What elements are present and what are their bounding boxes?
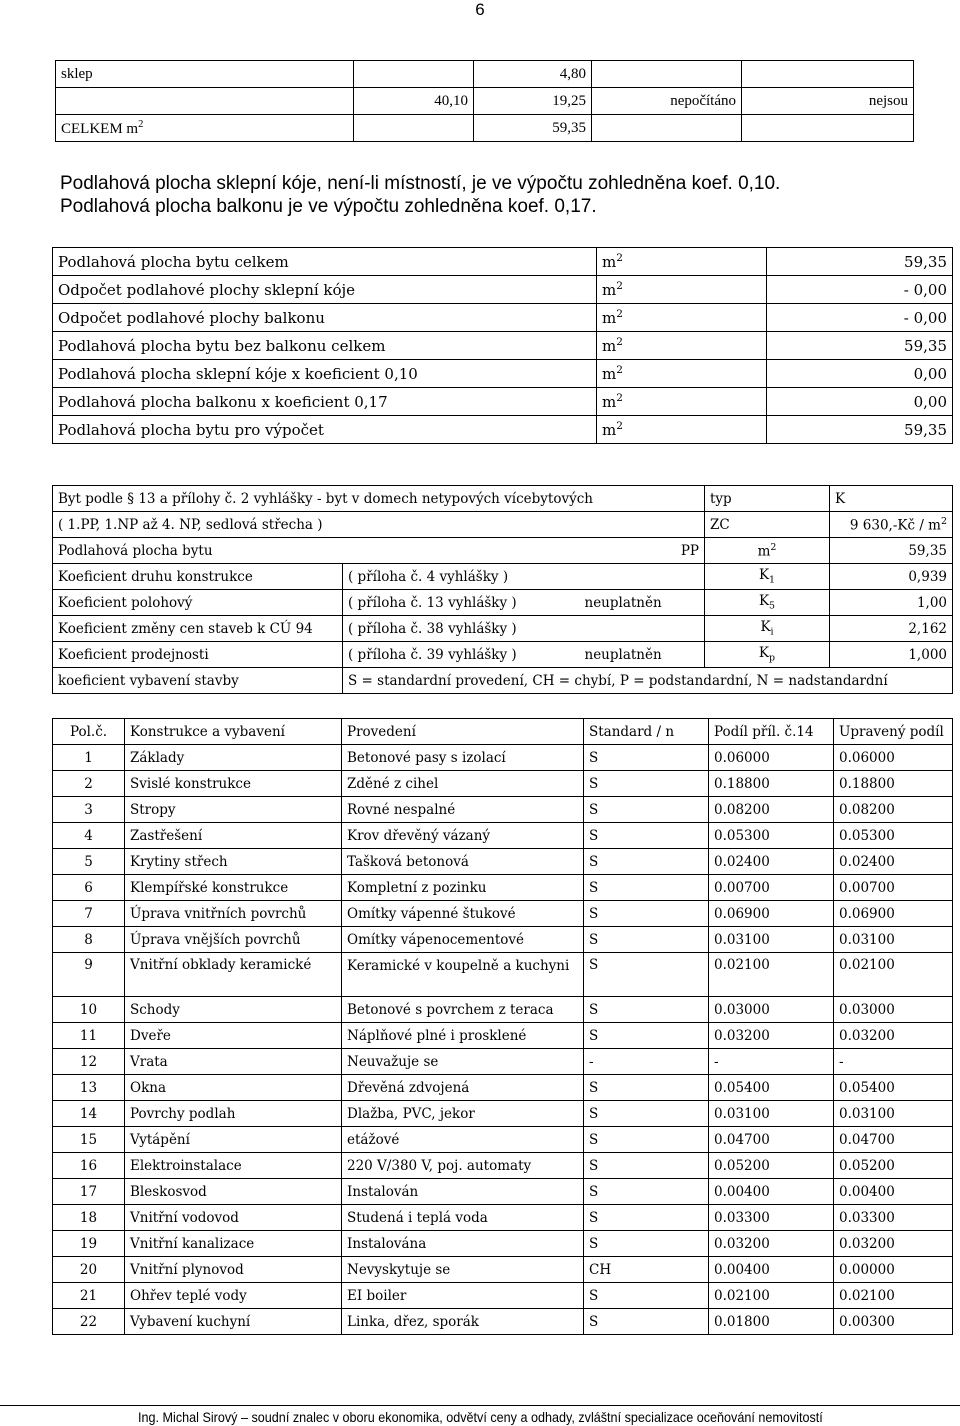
superscript: 2 [616,392,623,404]
summary-row [56,88,914,115]
construction-cell: 0.03200 [834,1231,953,1257]
coef-row [53,486,953,512]
construction-cell: 0.05200 [709,1153,834,1179]
coef-k: K [830,486,953,512]
construction-cell: 0.02100 [834,1283,953,1309]
construction-cell: Vybavení kuchyní [125,1309,342,1335]
coef-row [53,642,953,668]
construction-cell: 0.04700 [709,1127,834,1153]
construction-cell: 1 [53,745,125,771]
construction-cell: S [584,1205,709,1231]
area-table [52,247,953,444]
construction-cell: S [584,823,709,849]
area-row [53,388,953,416]
construction-row [53,1153,953,1179]
summary-cell [742,61,914,88]
construction-row [53,1205,953,1231]
construction-cell: S [584,953,709,997]
construction-cell: 0.04700 [834,1127,953,1153]
coef-area-label: Podlahová plocha bytu [53,538,585,564]
coef-label: Koeficient druhu konstrukce [53,564,343,590]
superscript: p [769,652,776,664]
area-value: - 0,00 [767,276,953,304]
construction-row [53,1023,953,1049]
construction-cell: 20 [53,1257,125,1283]
construction-cell: Rovné nespalné [342,797,584,823]
note-line-1: Podlahová plocha sklepní kóje, není-li místností, je ve výpočtu zohledněna koef. 0,10. [60,173,781,194]
coef-value: 1,00 [830,590,953,616]
area-label: Odpočet podlahové plochy balkonu [53,304,597,332]
construction-cell: 220 V/380 V, poj. automaty [342,1153,584,1179]
construction-cell: 15 [53,1127,125,1153]
coef-row [53,590,953,616]
area-label: Podlahová plocha bytu bez balkonu celkem [53,332,597,360]
coef-pp: PP [585,538,705,564]
area-unit: $m^2$ [597,360,767,388]
summary-table [55,60,914,142]
construction-cell: S [584,797,709,823]
construction-cell: Elektroinstalace [125,1153,342,1179]
construction-cell: Linka, dřez, sporák [342,1309,584,1335]
construction-row [53,745,953,771]
construction-row [53,771,953,797]
construction-cell: Vnitřní vodovod [125,1205,342,1231]
construction-cell: Tašková betonová [342,849,584,875]
construction-row [53,1283,953,1309]
construction-cell: 0.00700 [834,875,953,901]
construction-cell: 0.02400 [834,849,953,875]
summary-cell: 19,25 [474,88,592,115]
construction-table [52,718,953,1335]
construction-cell: 11 [53,1023,125,1049]
construction-cell: Betonové pasy s izolací [342,745,584,771]
construction-cell: S [584,1231,709,1257]
coef-ref: ( příloha č. 13 vyhlášky ) [343,590,585,616]
construction-cell: Úprava vnitřních povrchů [125,901,342,927]
summary-cell [56,88,354,115]
construction-cell: 0.03000 [709,997,834,1023]
construction-cell: 14 [53,1101,125,1127]
construction-cell: Úprava vnějších povrchů [125,927,342,953]
area-row [53,360,953,388]
area-value: 0,00 [767,388,953,416]
coef-desc: Byt podle § 13 a přílohy č. 2 vyhlášky - byt v domech netypových vícebytových [53,486,705,512]
construction-cell: Dlažba, PVC, jekor [342,1101,584,1127]
construction-cell: Betonové s povrchem z teraca [342,997,584,1023]
superscript: 2 [138,118,144,130]
construction-cell: 0.02400 [709,849,834,875]
construction-cell: 0.06000 [834,745,953,771]
coef-typ: typ [705,486,830,512]
area-row [53,276,953,304]
construction-cell: S [584,1127,709,1153]
construction-row [53,849,953,875]
coef-status [585,564,705,590]
summary-cell: nejsou [742,88,914,115]
construction-cell: 0.05400 [709,1075,834,1101]
area-unit: $m^2$ [597,332,767,360]
construction-cell: 0.05300 [834,823,953,849]
construction-cell: - [584,1049,709,1075]
construction-cell: S [584,1309,709,1335]
construction-cell: Základy [125,745,342,771]
summary-cell [592,61,742,88]
summary-cell [742,115,914,142]
coef-ref: ( příloha č. 38 vyhlášky ) [343,616,585,642]
superscript: i [770,626,774,638]
construction-row [53,953,953,997]
construction-cell: 0.03100 [709,1101,834,1127]
construction-cell: 0.00400 [709,1257,834,1283]
construction-cell: 0.06000 [709,745,834,771]
construction-row [53,1075,953,1101]
summary-cell: sklep [56,61,354,88]
construction-row [53,1179,953,1205]
construction-cell: Krov dřevěný vázaný [342,823,584,849]
construction-header: Provedení [342,719,584,745]
construction-cell: S [584,1101,709,1127]
construction-cell: Neuvažuje se [342,1049,584,1075]
construction-cell: S [584,997,709,1023]
construction-cell: Náplňové plné i prosklené [342,1023,584,1049]
construction-cell: etážové [342,1127,584,1153]
construction-cell: Nevyskytuje se [342,1257,584,1283]
construction-cell: Klempířské konstrukce [125,875,342,901]
construction-cell: Stropy [125,797,342,823]
construction-cell: 13 [53,1075,125,1101]
summary-cell: 4,80 [474,61,592,88]
coef-symbol: $K_5$ [705,590,830,616]
coef-symbol: $K_1$ [705,564,830,590]
construction-row [53,1231,953,1257]
construction-row [53,823,953,849]
area-value: 0,00 [767,360,953,388]
construction-cell: 4 [53,823,125,849]
construction-cell: Zastřešení [125,823,342,849]
construction-cell: S [584,927,709,953]
construction-cell: Instalován [342,1179,584,1205]
construction-row [53,997,953,1023]
construction-cell: Kompletní z pozinku [342,875,584,901]
construction-cell: 0.03000 [834,997,953,1023]
construction-cell: Schody [125,997,342,1023]
construction-cell: 6 [53,875,125,901]
summary-cell: CELKEM $m^2$ [56,115,354,142]
area-label: Podlahová plocha balkonu x koeficient 0,17 [53,388,597,416]
coef-row [53,538,953,564]
construction-cell: 10 [53,997,125,1023]
area-unit: $m^2$ [597,304,767,332]
coef-label: Koeficient prodejnosti [53,642,343,668]
coef-unit: $m^2$ [705,538,830,564]
construction-cell: Svislé konstrukce [125,771,342,797]
superscript: 2 [616,336,623,348]
area-value: 59,35 [767,248,953,276]
construction-cell: Vnitřní plynovod [125,1257,342,1283]
construction-cell: S [584,745,709,771]
coef-status [585,616,705,642]
area-unit: $m^2$ [597,388,767,416]
construction-cell: 0.00400 [834,1179,953,1205]
construction-cell: 16 [53,1153,125,1179]
construction-cell: Studená i teplá voda [342,1205,584,1231]
construction-header: Upravený podíl [834,719,953,745]
construction-cell: 0.05400 [834,1075,953,1101]
coef-row [53,512,953,538]
superscript: 2 [940,515,947,527]
summary-cell: nepočítáno [592,88,742,115]
area-label: Odpočet podlahové plochy sklepní kóje [53,276,597,304]
construction-cell: 12 [53,1049,125,1075]
construction-cell: S [584,1179,709,1205]
construction-row [53,797,953,823]
footer [0,1405,960,1426]
construction-cell: Vnitřní obklady keramické [125,953,342,997]
area-label: Podlahová plocha bytu pro výpočet [53,416,597,444]
coef-value: 2,162 [830,616,953,642]
coef-symbol: $K_i$ [705,616,830,642]
superscript: 2 [616,252,623,264]
area-value: 59,35 [767,416,953,444]
construction-cell: Krytiny střech [125,849,342,875]
summary-row [56,61,914,88]
coef-label: Koeficient změny cen staveb k CÚ 94 [53,616,343,642]
coef-value: 0,939 [830,564,953,590]
coef-label: koeficient vybavení stavby [53,668,343,694]
construction-cell: S [584,1075,709,1101]
coef-row [53,668,953,694]
construction-cell: EI boiler [342,1283,584,1309]
construction-cell: S [584,1283,709,1309]
construction-cell: 0.03100 [709,927,834,953]
coef-legend: S = standardní provedení, CH = chybí, P = podstandardní, N = nadstandardní [343,668,953,694]
construction-row [53,1049,953,1075]
area-row [53,304,953,332]
area-unit: $m^2$ [597,248,767,276]
construction-row [53,927,953,953]
area-unit: $m^2$ [597,416,767,444]
summary-row [56,115,914,142]
construction-header-row [53,719,953,745]
construction-cell: 21 [53,1283,125,1309]
construction-cell: 19 [53,1231,125,1257]
superscript: 2 [616,308,623,320]
area-label: Podlahová plocha sklepní kóje x koeficient 0,10 [53,360,597,388]
construction-cell: Instalována [342,1231,584,1257]
coef-ref: ( příloha č. 4 vyhlášky ) [343,564,585,590]
construction-cell: 3 [53,797,125,823]
coef-value: 59,35 [830,538,953,564]
construction-cell: S [584,1153,709,1179]
area-row [53,248,953,276]
coef-label: Koeficient polohový [53,590,343,616]
construction-cell: S [584,849,709,875]
coef-status: neuplatněn [585,590,705,616]
page-number: 6 [475,0,485,19]
coef-ref: ( příloha č. 39 vyhlášky ) [343,642,585,668]
construction-cell: 0.02100 [834,953,953,997]
superscript: 2 [616,280,623,292]
area-label: Podlahová plocha bytu celkem [53,248,597,276]
construction-cell: 0.08200 [834,797,953,823]
construction-cell: Keramické v koupelně a kuchyni [342,953,584,997]
construction-cell: 0.00300 [834,1309,953,1335]
superscript: 2 [616,364,623,376]
construction-cell: - [709,1049,834,1075]
construction-cell: S [584,1023,709,1049]
construction-cell: 0.03100 [834,1101,953,1127]
construction-cell: Omítky vápenocementové [342,927,584,953]
construction-cell: Dveře [125,1023,342,1049]
area-row [53,416,953,444]
coef-k: 9 630,-Kč / $m^2$ [830,512,953,538]
construction-cell: - [834,1049,953,1075]
construction-cell: 5 [53,849,125,875]
construction-cell: Omítky vápenné štukové [342,901,584,927]
construction-cell: 0.00000 [834,1257,953,1283]
construction-cell: 0.02100 [709,953,834,997]
construction-cell: 0.03300 [834,1205,953,1231]
superscript: 5 [769,600,776,612]
construction-row [53,901,953,927]
construction-cell: 0.05200 [834,1153,953,1179]
construction-row [53,1127,953,1153]
coef-row [53,616,953,642]
area-unit: $m^2$ [597,276,767,304]
summary-cell [354,115,474,142]
construction-header: Podíl příl. č.14 [709,719,834,745]
construction-row [53,875,953,901]
construction-cell: Vnitřní kanalizace [125,1231,342,1257]
construction-cell: 7 [53,901,125,927]
summary-cell [354,61,474,88]
construction-cell: 0.08200 [709,797,834,823]
construction-cell: 0.03200 [709,1231,834,1257]
superscript: 2 [616,420,623,432]
coef-symbol: $K_p$ [705,642,830,668]
construction-cell: Povrchy podlah [125,1101,342,1127]
construction-row [53,1101,953,1127]
construction-cell: 0.03300 [709,1205,834,1231]
construction-header: Pol.č. [53,719,125,745]
construction-row [53,1257,953,1283]
construction-row [53,1309,953,1335]
summary-cell: 59,35 [474,115,592,142]
coef-row [53,564,953,590]
summary-cell: 40,10 [354,88,474,115]
construction-cell: Bleskosvod [125,1179,342,1205]
construction-cell: 0.01800 [709,1309,834,1335]
construction-cell: 0.06900 [709,901,834,927]
construction-cell: S [584,901,709,927]
area-value: - 0,00 [767,304,953,332]
area-value: 59,35 [767,332,953,360]
construction-cell: 22 [53,1309,125,1335]
footer-text: Ing. Michal Sirový – soudní znalec v oboru ekonomika, odvětví ceny a odhady, zvláštní specializace oceňování nemovitostí [137,1409,823,1425]
construction-cell: 2 [53,771,125,797]
construction-cell: 0.06900 [834,901,953,927]
construction-cell: 0.18800 [834,771,953,797]
construction-header: Standard / n [584,719,709,745]
construction-cell: CH [584,1257,709,1283]
construction-cell: 17 [53,1179,125,1205]
construction-cell: Vrata [125,1049,342,1075]
construction-cell: Dřevěná zdvojená [342,1075,584,1101]
construction-cell: 0.05300 [709,823,834,849]
construction-cell: Okna [125,1075,342,1101]
construction-header: Konstrukce a vybavení [125,719,342,745]
construction-cell: 9 [53,953,125,997]
coefficient-table [52,485,953,694]
area-row [53,332,953,360]
coef-status: neuplatněn [585,642,705,668]
construction-cell: 18 [53,1205,125,1231]
note-line-2: Podlahová plocha balkonu je ve výpočtu zohledněna koef. 0,17. [60,196,597,217]
superscript: 1 [769,574,776,586]
construction-cell: 0.00400 [709,1179,834,1205]
construction-cell: 0.03200 [834,1023,953,1049]
construction-cell: Ohřev teplé vody [125,1283,342,1309]
construction-cell: 8 [53,927,125,953]
construction-cell: 0.18800 [709,771,834,797]
coef-desc: ( 1.PP, 1.NP až 4. NP, sedlová střecha ) [53,512,705,538]
construction-cell: 0.03100 [834,927,953,953]
summary-cell [592,115,742,142]
construction-cell: 0.03200 [709,1023,834,1049]
construction-cell: 0.02100 [709,1283,834,1309]
coef-typ: ZC [705,512,830,538]
construction-cell: S [584,875,709,901]
construction-cell: Zděné z cihel [342,771,584,797]
construction-cell: S [584,771,709,797]
superscript: 2 [770,541,777,553]
construction-cell: 0.00700 [709,875,834,901]
construction-cell: Vytápění [125,1127,342,1153]
coef-value: 1,000 [830,642,953,668]
